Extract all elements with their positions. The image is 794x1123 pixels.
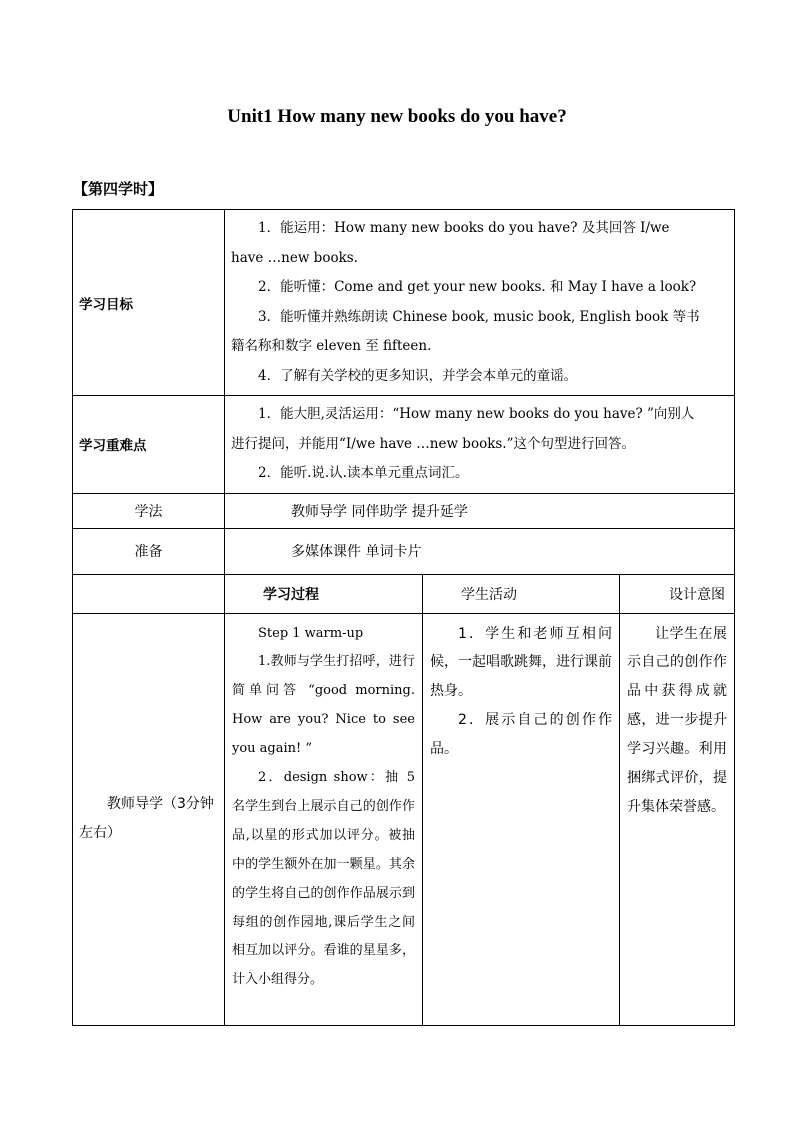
objectives-line: 3．能听懂并熟练朗读 Chinese book, music book, English book 等书 xyxy=(258,308,700,325)
key-points-label: 学习重难点 xyxy=(73,396,225,494)
header-process: 学习过程 xyxy=(225,574,423,613)
header-intent: 设计意图 xyxy=(620,574,735,613)
process-paragraph: Step 1 warm-up xyxy=(258,625,364,641)
header-activity: 学生活动 xyxy=(423,574,620,613)
key-points-line: 1．能大胆,灵活运用：“How many new books do you have? ”向别人 xyxy=(258,406,695,422)
stage-row xyxy=(73,613,735,1025)
stage-label: 教师导学（3分钟左右） xyxy=(73,613,225,1025)
objectives-line: 2．能听懂：Come and get your new books. 和 May I have a look? xyxy=(258,279,697,295)
stage-process xyxy=(225,613,423,1025)
objectives-line: 4．了解有关学校的更多知识，并学会本单元的童谣。 xyxy=(258,367,578,384)
objectives-line: 籍名称和数字 eleven 至 fifteen. xyxy=(231,338,432,354)
objectives-row xyxy=(73,210,735,396)
objectives-line: 1．能运用：How many new books do you have? 及其回答 I/we xyxy=(258,220,670,236)
method-row xyxy=(73,493,735,528)
lesson-plan-table xyxy=(72,209,735,1026)
objectives-content xyxy=(225,210,735,396)
process-paragraph: 1.教师与学生打招呼，进行简单问答 “good morning. How are you? Nice to see you again! ” xyxy=(232,654,415,757)
page-title: Unit1 How many new books do you have? xyxy=(227,106,567,127)
key-points-row xyxy=(73,396,735,494)
stage-intent xyxy=(620,613,735,1025)
objectives-line: have …new books. xyxy=(231,249,358,266)
prep-label: 准备 xyxy=(73,528,225,574)
stage-activity xyxy=(423,613,620,1025)
prep-value: 多媒体课件 单词卡片 xyxy=(225,528,735,574)
method-label: 学法 xyxy=(73,493,225,528)
intent-paragraph: 让学生在展示自己的创作作品中获得成就感，进一步提升学习兴趣。利用捆绑式评价，提升集体荣誉感。 xyxy=(627,625,727,815)
key-points-line: 2．能听.说.认.读本单元重点词汇。 xyxy=(258,465,469,481)
activity-paragraph: 2．展示自己的创作作品。 xyxy=(430,712,612,758)
method-value: 教师导学 同伴助学 提升延学 xyxy=(225,493,735,528)
section-heading: 【第四学时】 xyxy=(73,180,164,198)
process-paragraph: 2．design show：抽 5 名学生到台上展示自己的创作作品,以星的形式加以评分。被抽中的学生额外在加一颗星。其余的学生将自己的创作作品展示到每组的创作园地,课后学生之间相互加以评分。看谁的星星多，计入小组得分。 xyxy=(232,770,415,988)
objectives-label: 学习目标 xyxy=(73,210,225,396)
key-points-line: 进行提问，并能用“I/we have …new books.”这个句型进行回答。 xyxy=(231,435,635,452)
header-row xyxy=(73,574,735,613)
prep-row xyxy=(73,528,735,574)
header-empty-cell xyxy=(73,574,225,613)
activity-paragraph: 1．学生和老师互相问候，一起唱歌跳舞，进行课前热身。 xyxy=(430,625,612,700)
key-points-content xyxy=(225,396,735,494)
